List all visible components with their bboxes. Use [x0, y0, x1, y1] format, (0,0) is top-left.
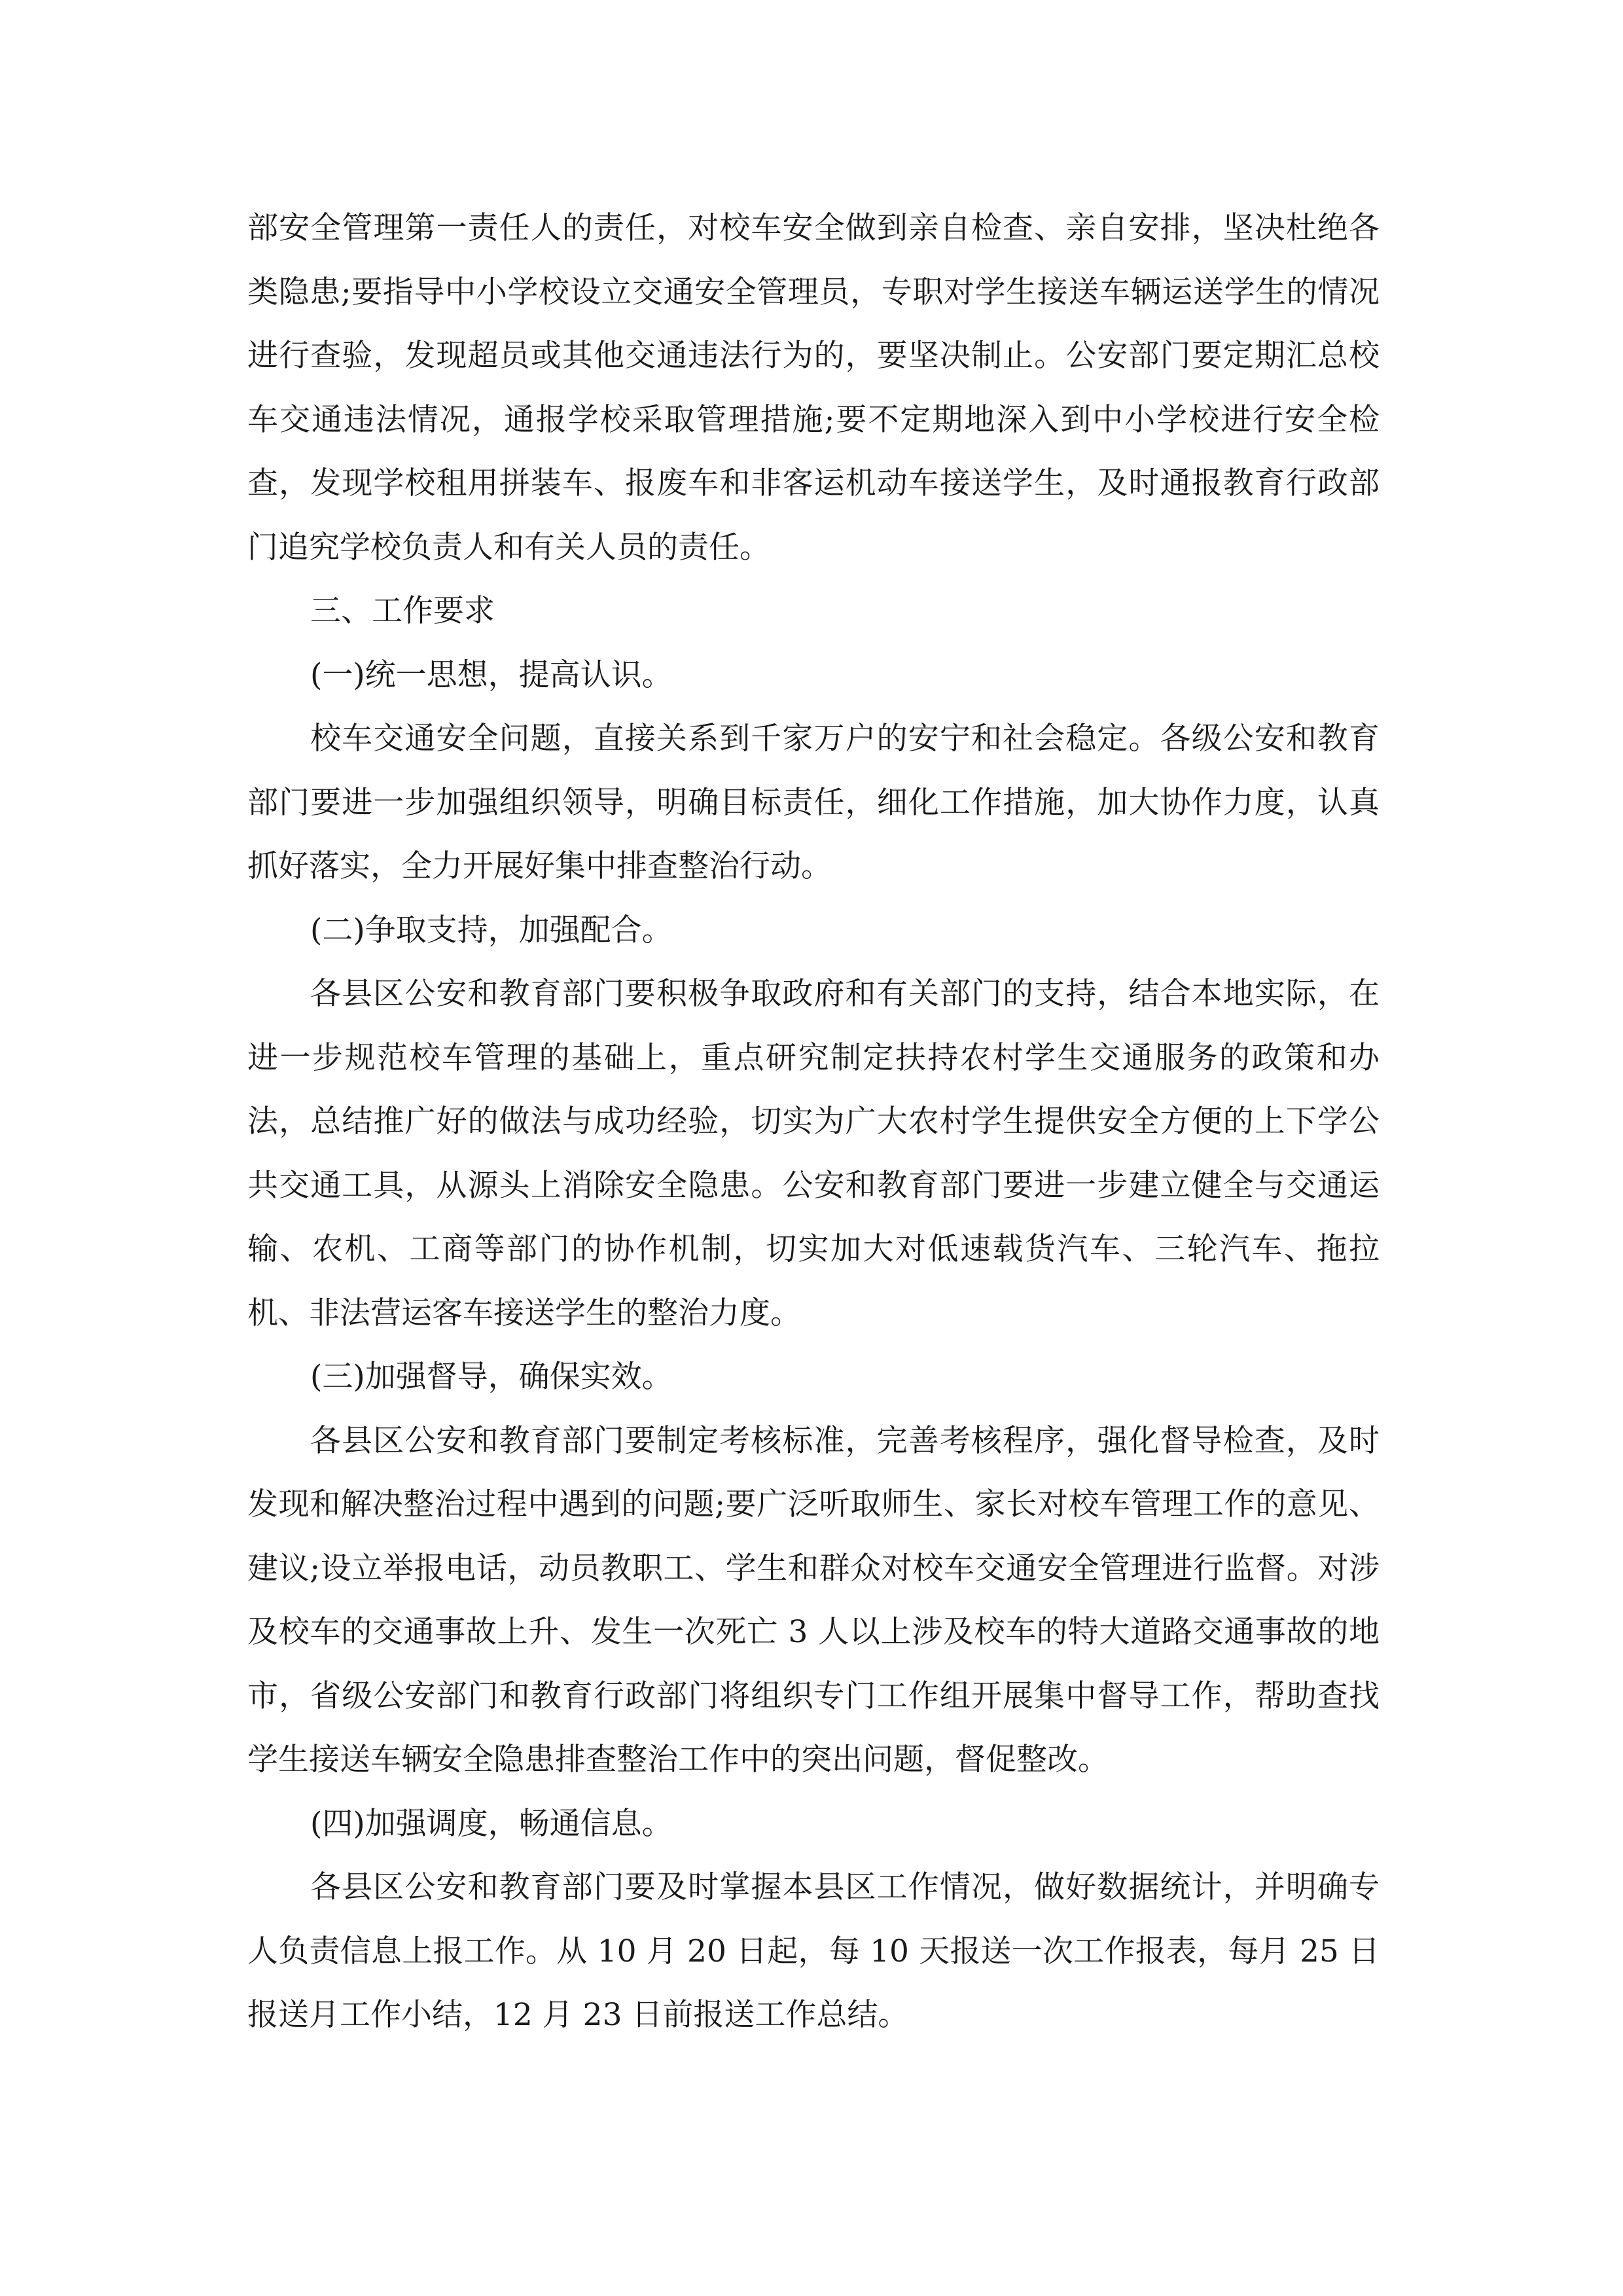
section-heading-work-requirements: 三、工作要求: [310, 593, 495, 629]
subheading-unify-thinking: (一)统一思想，提高认识。: [310, 656, 673, 693]
paragraph-strengthen-dispatch: 各县区公安和教育部门要及时掌握本县区工作情况，做好数据统计，并明确专人负责信息上报工作。从 10 月 20 日起，每 10 天报送一次工作报表，每月 25 日报送月工作小结，12 月 23 日前报送工作总结。: [247, 1869, 1380, 2033]
document-body: [247, 196, 1380, 2047]
paragraph-responsibility: 部安全管理第一责任人的责任，对校车安全做到亲自检查、亲自安排，坚决杜绝各类隐患;要指导中小学校设立交通安全管理员，专职对学生接送车辆运送学生的情况进行查验，发现超员或其他交通违法行为的，要坚决制止。公安部门要定期汇总校车交通违法情况，通报学校采取管理措施;要不定期地深入到中小学校进行安全检查，发现学校租用拼装车、报废车和非客运机动车接送学生，及时通报教育行政部门追究学校负责人和有关人员的责任。: [247, 210, 1380, 565]
subheading-strengthen-supervision: (三)加强督导，确保实效。: [310, 1359, 673, 1395]
paragraph-strengthen-supervision: 各县区公安和教育部门要制定考核标准，完善考核程序，强化督导检查，及时发现和解决整治过程中遇到的问题;要广泛听取师生、家长对校车管理工作的意见、建议;设立举报电话，动员教职工、学生和群众对校车交通安全管理进行监督。对涉及校车的交通事故上升、发生一次死亡 3 人以上涉及校车的特大道路交通事故的地市，省级公安部门和教育行政部门将组织专门工作组开展集中督导工作，帮助查找学生接送车辆安全隐患排查整治工作中的突出问题，督促整改。: [247, 1422, 1380, 1778]
subheading-seek-support: (二)争取支持，加强配合。: [310, 912, 673, 948]
subheading-strengthen-dispatch: (四)加强调度，畅通信息。: [310, 1805, 673, 1842]
paragraph-unify-thinking: 校车交通安全问题，直接关系到千家万户的安宁和社会稳定。各级公安和教育部门要进一步加强组织领导，明确目标责任，细化工作措施，加大协作力度，认真抓好落实，全力开展好集中排查整治行动。: [247, 721, 1380, 884]
paragraph-seek-support: 各县区公安和教育部门要积极争取政府和有关部门的支持，结合本地实际，在进一步规范校车管理的基础上，重点研究制定扶持农村学生交通服务的政策和办法，总结推广好的做法与成功经验，切实为广大农村学生提供安全方便的上下学公共交通工具，从源头上消除安全隐患。公安和教育部门要进一步建立健全与交通运输、农机、工商等部门的协作机制，切实加大对低速载货汽车、三轮汽车、拖拉机、非法营运客车接送学生的整治力度。: [247, 976, 1380, 1331]
